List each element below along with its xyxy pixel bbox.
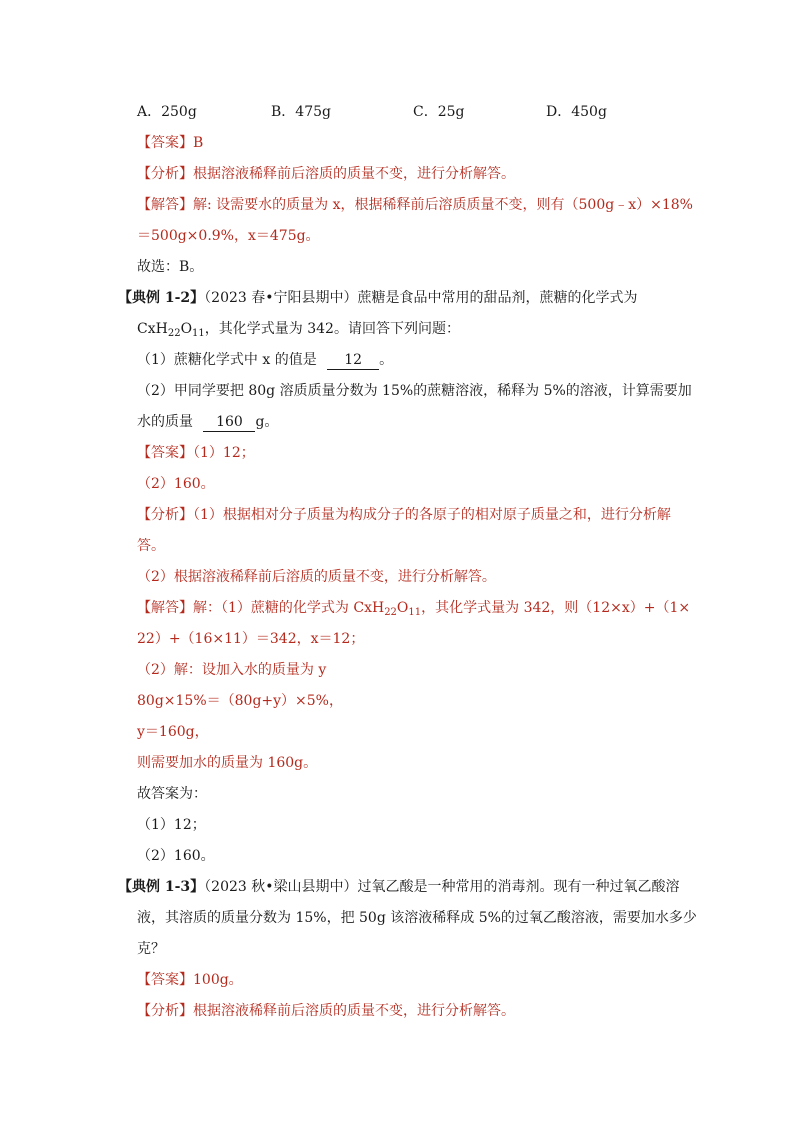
analysis-text: （1）根据相对分子质量为构成分子的各原子的相对原子质量之和，进行分析解: [193, 507, 671, 523]
formula-sub: 11: [408, 607, 422, 618]
solution-tag: 【解答】: [137, 197, 193, 213]
q2-sub2-line-1: （2）甲同学要把 80g 溶质质量分数为 15%的蔗糖溶液，稀释为 5%的溶液，计算需要加: [137, 383, 692, 399]
option-a: A．250g: [137, 104, 197, 120]
q2-solution-line-6: 则需要加水的质量为 160g。: [137, 755, 318, 771]
q2-answer-line-2: （2）160。: [137, 476, 215, 492]
sub1-end: 。: [379, 352, 394, 368]
q2-final-label: 故答案为：: [137, 786, 207, 802]
q2-sub1: [137, 350, 393, 370]
solution-text: 解: 设需要水的质量为 x，根据稀释前后溶质质量不变，则有（500g﹣x）×18%: [193, 197, 693, 213]
formula-part: O: [396, 600, 409, 616]
sub2-text: 水的质量: [137, 414, 193, 430]
formula-sub: 22: [167, 328, 181, 339]
q2-analysis-line-2: 答。: [137, 538, 165, 554]
q2-sub2-line-2: [137, 412, 278, 432]
q1-choose: 故选：B。: [137, 259, 204, 275]
q2-solution-line-3: （2）解：设加入水的质量为 y: [137, 662, 327, 678]
answer-tag: 【答案】: [137, 972, 193, 988]
solution-text: 解：（1）蔗糖的化学式为 CxH: [193, 600, 385, 616]
answer-value: （1）12；: [193, 445, 255, 461]
answer-tag: 【答案】: [137, 445, 193, 461]
q2-analysis-line-3: （2）根据溶液稀释前后溶质的质量不变，进行分析解答。: [137, 569, 496, 585]
solution-tag: 【解答】: [137, 600, 193, 616]
q3-tag: 【典例 1-3】: [118, 879, 205, 895]
q2-solution-line-4: 80g×15%＝（80g+y）×5%，: [137, 693, 343, 709]
q3-header: [118, 877, 680, 897]
analysis-tag: 【分析】: [137, 507, 193, 523]
q3-answer: [137, 970, 243, 990]
sub1-text: （1）蔗糖化学式中 x 的值是: [137, 352, 317, 368]
q1-solution-line-2: ＝500g×0.9%，x＝475g。: [137, 228, 320, 244]
analysis-tag: 【分析】: [137, 1003, 193, 1019]
q3-line-1: （2023 秋•梁山县期中）过氧乙酸是一种常用的消毒剂。现有一种过氧乙酸溶: [204, 879, 680, 895]
formula-part: CxH: [137, 321, 168, 337]
q2-source: （2023 春•宁阳县期中）蔗糖是食品中常用的甜品剂，蔗糖的化学式为: [204, 290, 638, 306]
sub2-blank: 160: [203, 413, 255, 432]
q2-solution-line-1: [137, 598, 690, 618]
q2-tag: 【典例 1-2】: [118, 290, 205, 306]
formula-sub: 22: [384, 607, 397, 618]
analysis-text: 根据溶液稀释前后溶质的质量不变，进行分析解答。: [193, 166, 515, 182]
option-d: D．450g: [546, 104, 607, 120]
q3-analysis: [137, 1001, 515, 1021]
sub1-blank: 12: [327, 351, 379, 370]
sub2-end: g。: [255, 414, 279, 430]
answer-value: B: [193, 135, 204, 151]
q2-final-1: （1）12；: [137, 817, 206, 833]
q2-analysis-line-1: [137, 505, 671, 525]
analysis-text: 根据溶液稀释前后溶质的质量不变，进行分析解答。: [193, 1003, 515, 1019]
q2-solution-line-2: 22）+（16×11）＝342，x＝12；: [137, 631, 365, 647]
q2-header: [118, 288, 638, 308]
option-c: C．25g: [413, 104, 465, 120]
q2-final-2: （2）160。: [137, 848, 215, 864]
q2-formula-line: [137, 319, 460, 339]
q2-solution-line-5: y＝160g，: [137, 724, 209, 740]
formula-part: O: [180, 321, 193, 337]
q1-answer: [137, 133, 203, 153]
option-b: B．475g: [271, 104, 331, 120]
answer-value: 100g。: [193, 972, 243, 988]
q3-line-3: 克？: [137, 941, 165, 957]
answer-tag: 【答案】: [137, 135, 193, 151]
q1-solution-line-1: [137, 195, 693, 215]
formula-sub: 11: [192, 328, 205, 339]
q2-line2-text: ，其化学式量为 342。请回答下列问题：: [204, 321, 460, 337]
q1-analysis: [137, 164, 515, 184]
solution-text: ，其化学式量为 342，则（12×x）+（1×: [421, 600, 691, 616]
analysis-tag: 【分析】: [137, 166, 193, 182]
q2-answer-line-1: [137, 443, 255, 463]
q3-line-2: 液，其溶质的质量分数为 15%，把 50g 该溶液稀释成 5%的过氧乙酸溶液，需要加水多少: [137, 910, 697, 926]
